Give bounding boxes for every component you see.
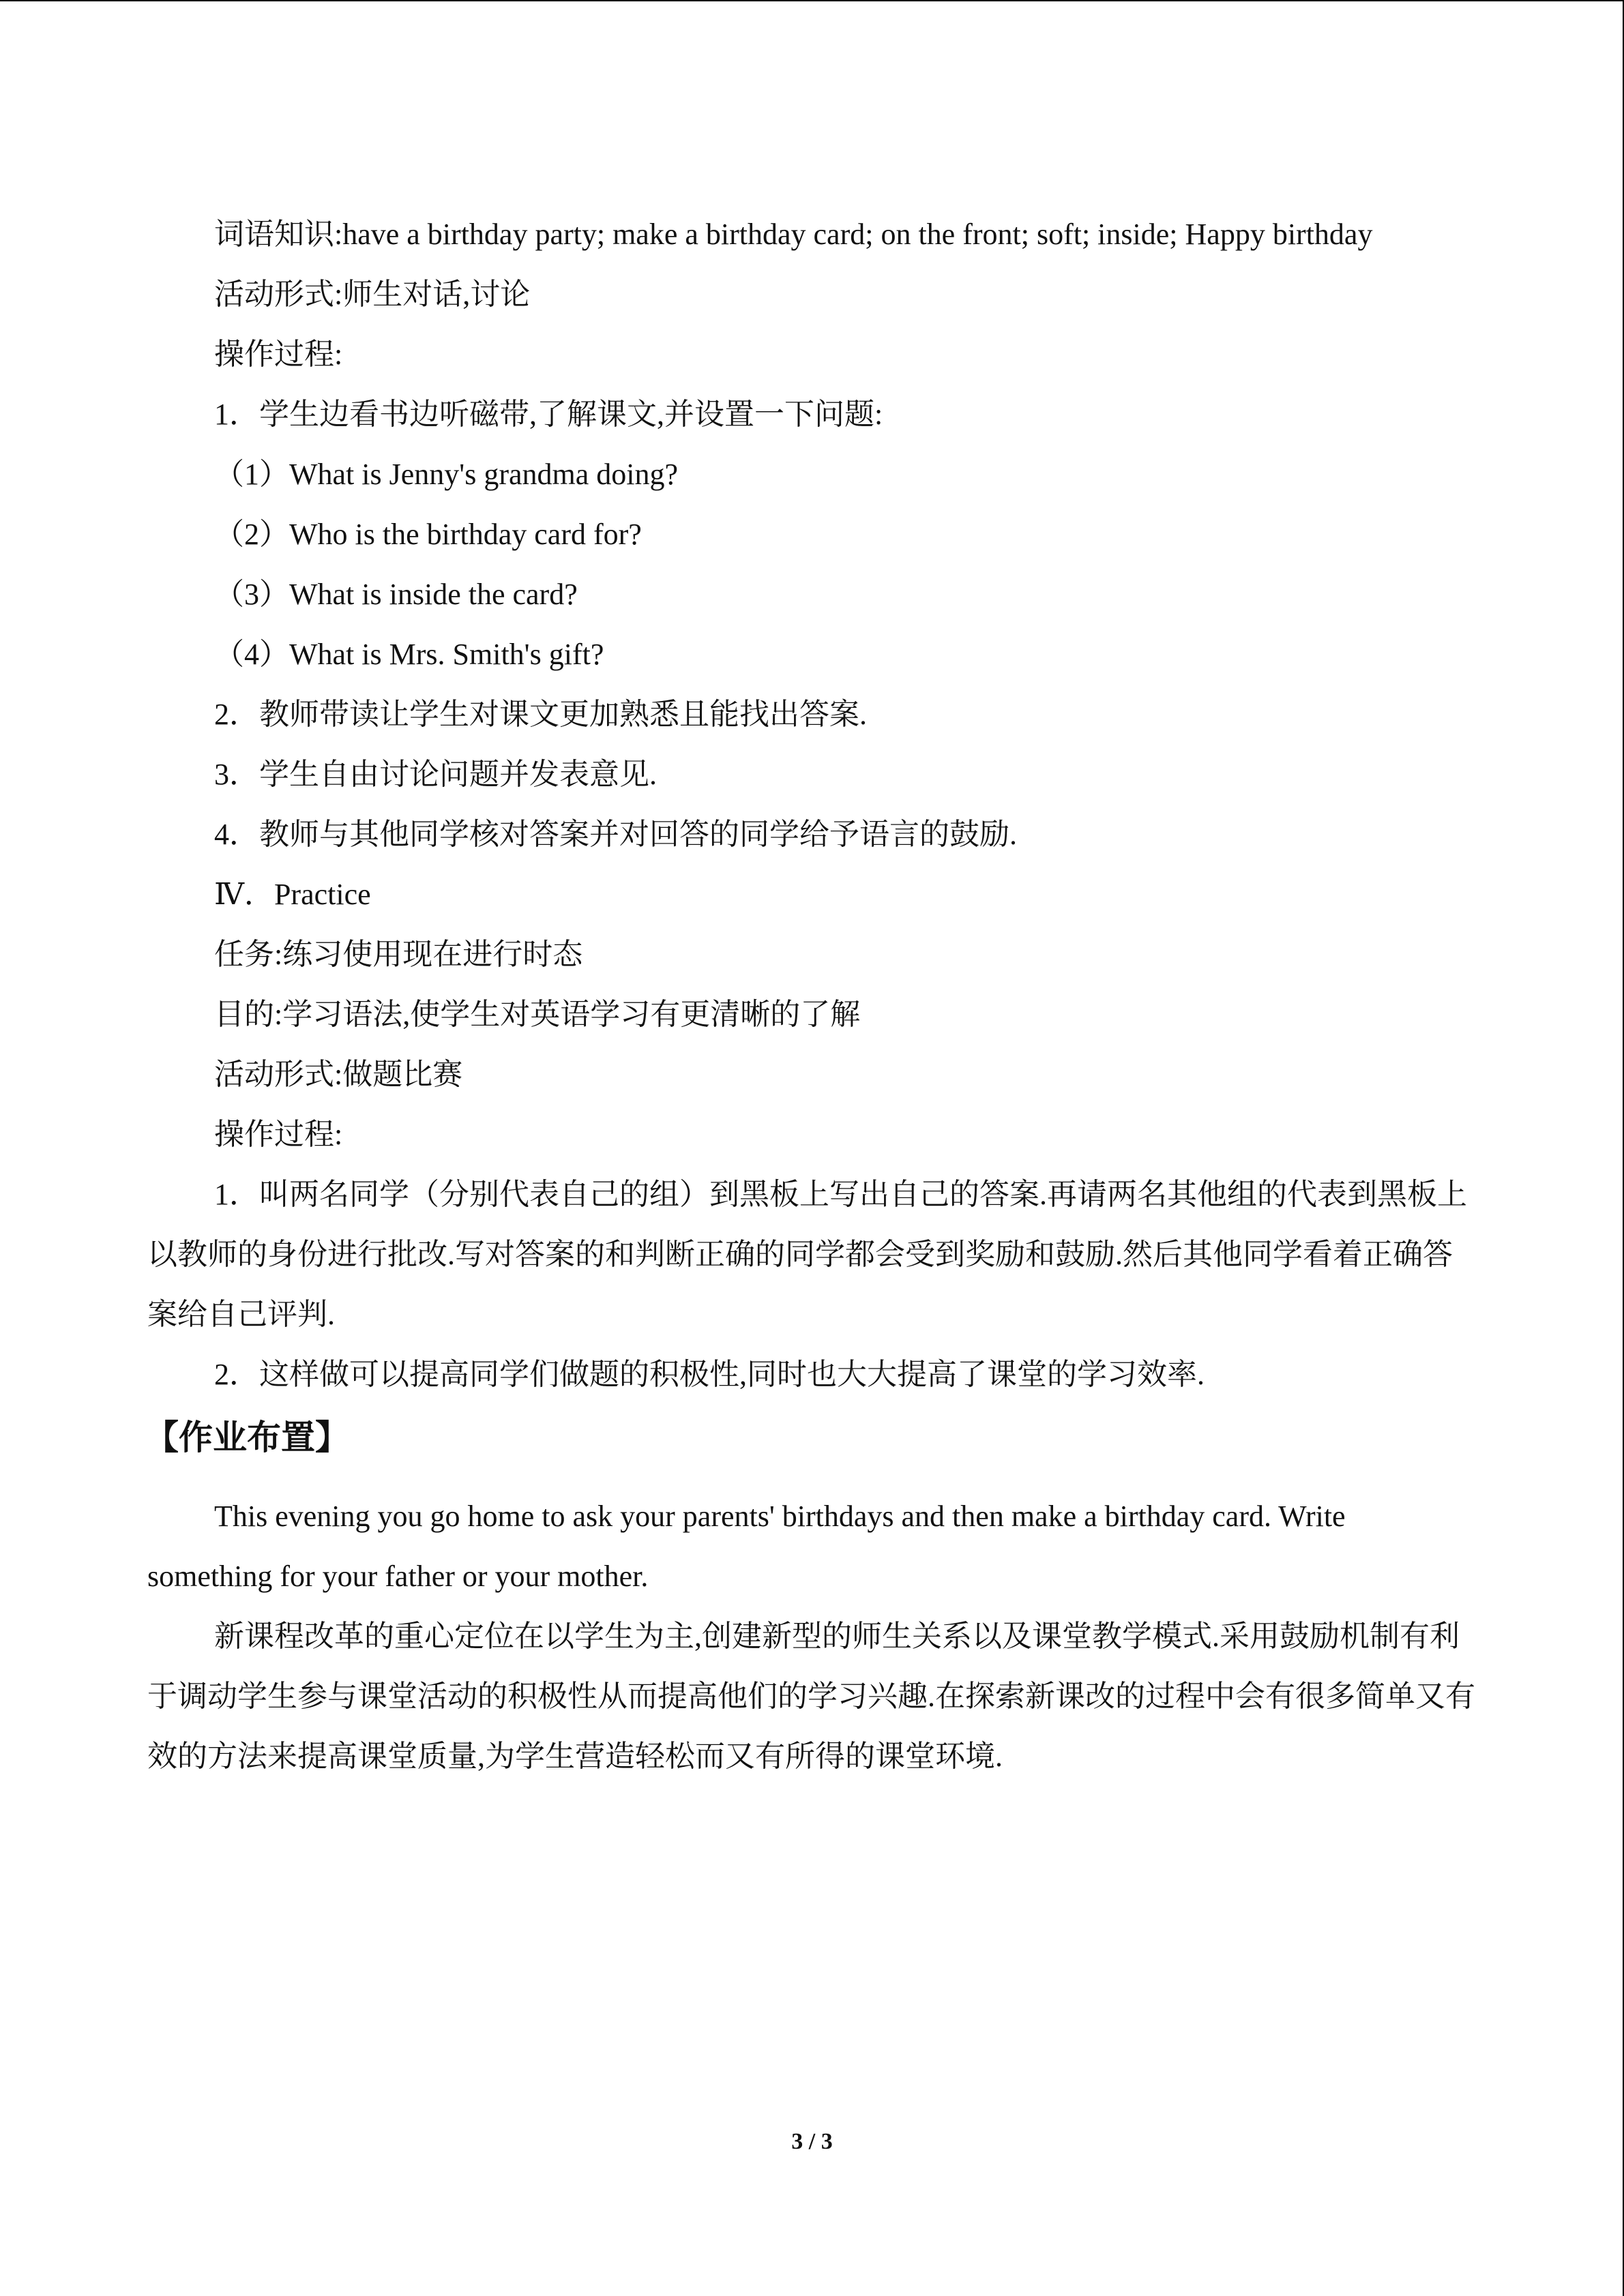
step-4-line: 4．教师与其他同学核对答案并对回答的同学给予语言的鼓励. (214, 818, 1017, 851)
homework-heading: 【作业布置】 (145, 1418, 349, 1457)
procedure-label: 操作过程: (214, 338, 343, 371)
goal-line: 目的:学习语法,使学生对英语学习有更清晰的了解 (214, 998, 861, 1031)
question-3: （3）What is inside the card? (214, 578, 578, 611)
practice-step-1: 1．叫两名同学（分别代表自己的组）到黑板上写出自己的答案.再请两名其他组的代表到黑板上以教师的身份进行批改.写对答案的和判断正确的同学都会受到奖励和鼓励.然后其他同学看着正确答案给自己评判. (147, 1178, 1467, 1331)
homework-paragraph: This evening you go home to ask your parents' birthdays and then make a birthday card. Write something for your father or your mother. (147, 1500, 1346, 1593)
step-2-line: 2．教师带读让学生对课文更加熟悉且能找出答案. (214, 698, 867, 731)
task-line: 任务:练习使用现在进行时态 (214, 938, 583, 971)
question-2: （2）Who is the birthday card for? (214, 518, 642, 551)
document-body (147, 205, 1477, 1787)
step-3-line: 3．学生自由讨论问题并发表意见. (214, 758, 657, 791)
practice-section-title: Ⅳ．Practice (214, 878, 371, 911)
question-1: （1）What is Jenny's grandma doing? (214, 458, 679, 491)
question-4: （4）What is Mrs. Smith's gift? (214, 638, 604, 671)
closing-paragraph: 新课程改革的重心定位在以学生为主,创建新型的师生关系以及课堂教学模式.采用鼓励机制有利于调动学生参与课堂活动的积极性从而提高他们的学习兴趣.在探索新课改的过程中会有很多简单又有效的方法来提高课堂质量,为学生营造轻松而又有所得的课堂环境. (147, 1620, 1475, 1773)
practice-format-line: 活动形式:做题比赛 (214, 1058, 463, 1091)
page-number: 3 / 3 (791, 2129, 833, 2154)
activity-format-line: 活动形式:师生对话,讨论 (214, 278, 531, 311)
practice-step-2: 2．这样做可以提高同学们做题的积极性,同时也大大提高了课堂的学习效率. (214, 1358, 1205, 1391)
practice-procedure-label: 操作过程: (214, 1118, 343, 1151)
vocabulary-line: 词语知识:have a birthday party; make a birthday card; on the front; soft; inside; Happy birthday (214, 218, 1373, 251)
step-1-line: 1．学生边看书边听磁带,了解课文,并设置一下问题: (214, 398, 883, 431)
